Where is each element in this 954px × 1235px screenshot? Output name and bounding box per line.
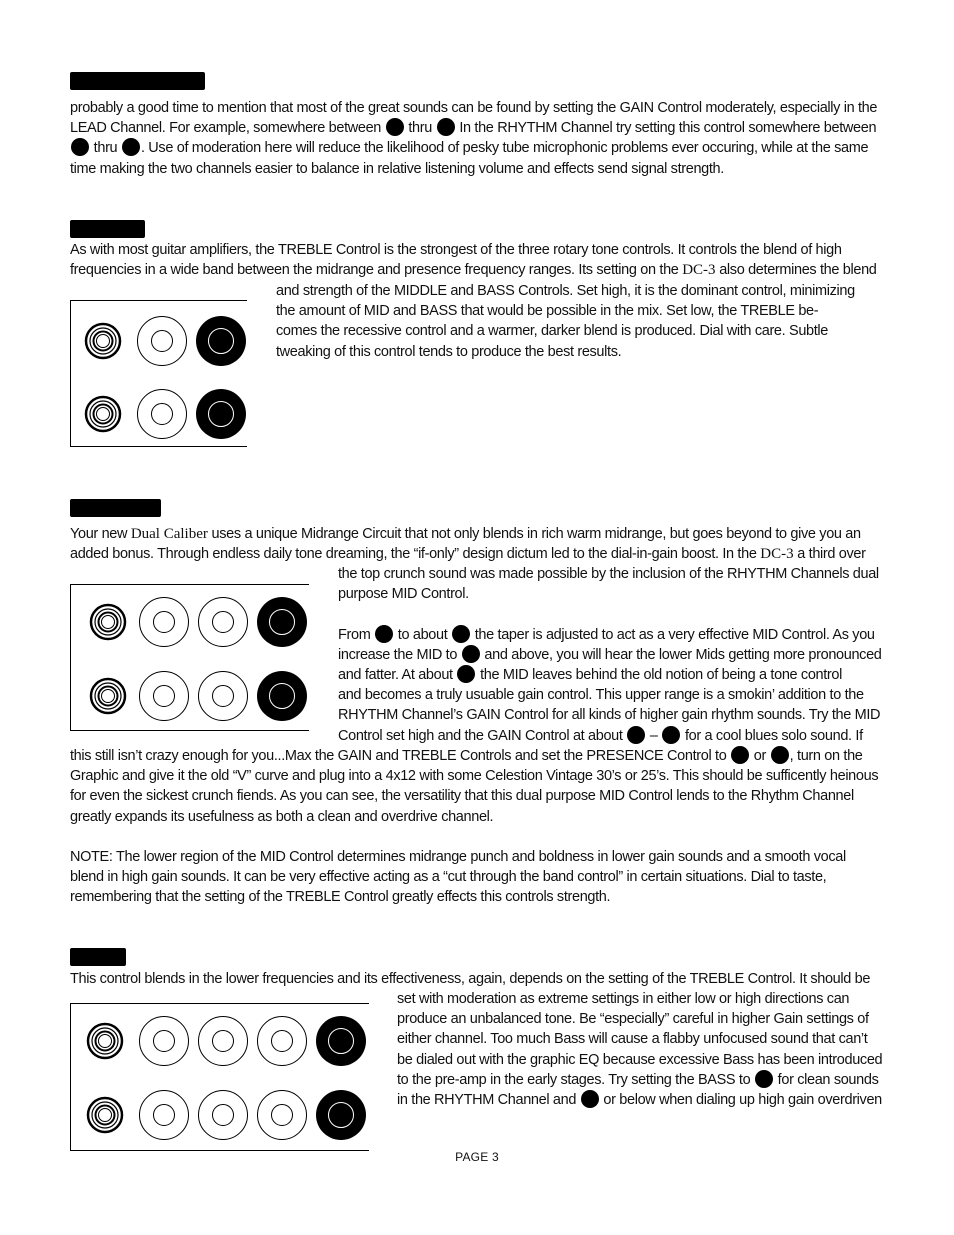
- mid-note-line-2: blend in high gain sounds. It can be very effective acting as a “cut through the band control” in certain situations. Dial to taste,: [70, 869, 827, 886]
- mid-note-line-1: NOTE: The lower region of the MID Control determines midrange punch and boldness in lower gain sounds and a smooth vocal: [70, 849, 846, 865]
- gain-line-3: thru . Use of moderation here will reduce the likelihood of pesky tube microphonic problems ever occuring, while at the same: [70, 138, 884, 158]
- bass-right-line-4: be dialed out with the graphic EQ because excessive Bass has been introduced: [397, 1051, 883, 1068]
- treble-right-line-3: comes the recessive control and a warmer, darker blend is produced. Dial with care. Subtle: [276, 323, 829, 340]
- input-jack-icon: [85, 1095, 125, 1135]
- knob-icon: [198, 1090, 248, 1140]
- knob-setting-dot: [457, 665, 475, 683]
- bass-right-line-5: to the pre-amp in the early stages. Try setting the BASS to for clean sounds: [397, 1071, 879, 1088]
- treble-knob-highlighted-icon: [196, 316, 246, 366]
- mid-section-header-bar: [70, 499, 161, 517]
- mid-line-1: Your new Dual Caliber uses a unique Midrange Circuit that not only blends in rich warm midrange, but goes beyond to give you an: [70, 526, 861, 542]
- mid-right-line-6: and becomes a truly usuable gain control. This upper range is a smokin’ addition to the: [338, 687, 864, 704]
- treble-paragraph: [70, 240, 884, 280]
- knob-setting-dot: [437, 118, 455, 136]
- knob-icon: [139, 1090, 189, 1140]
- knob-icon: [257, 1090, 307, 1140]
- mid-paragraph-continued: [70, 746, 884, 908]
- knob-icon: [139, 597, 189, 647]
- mid-right-line-5: and fatter. At about the MID leaves behind the old notion of being a tone control: [338, 667, 842, 683]
- treble-knob-highlighted-icon: [196, 389, 246, 439]
- mid-line-2: added bonus. Through endless daily tone dreaming, the “if-only” design dictum led to the dial-in-gain boost. In the DC-3 a third over: [70, 546, 866, 563]
- knob-icon: [137, 389, 187, 439]
- knob-setting-dot: [581, 1090, 599, 1108]
- mid-right-line-2: purpose MID Control.: [338, 586, 469, 603]
- knob-setting-dot: [462, 645, 480, 663]
- page-number: PAGE 3: [455, 1150, 499, 1164]
- mid-note-line-3: remembering that the setting of the TREBLE Control greatly effects this controls strength.: [70, 889, 611, 906]
- mid-right-line-1: the top crunch sound was made possible by the inclusion of the RHYTHM Channels dual: [338, 566, 879, 582]
- blank-line: [338, 604, 884, 624]
- mid-knob-highlighted-icon: [257, 597, 307, 647]
- bass-section-header-bar: [70, 948, 126, 966]
- knob-setting-dot: [771, 746, 789, 764]
- input-jack-icon: [85, 1021, 125, 1061]
- mid-right-line-3: From to about the taper is adjusted to act as a very effective MID Control. As you: [338, 626, 875, 643]
- knob-icon: [198, 597, 248, 647]
- gain-paragraph: [70, 98, 884, 179]
- gain-line-2: LEAD Channel. For example, somewhere between thru In the RHYTHM Channel try setting this control somewhere between: [70, 120, 877, 137]
- treble-line-1: As with most guitar amplifiers, the TREBLE Control is the strongest of the three rotary tone controls. It controls the blend of high: [70, 242, 842, 258]
- gain-line-4: time making the two channels easier to balance in relative listening volume and effects send signal strength.: [70, 160, 724, 177]
- knob-icon: [198, 1016, 248, 1066]
- input-jack-icon: [88, 602, 128, 642]
- knob-setting-dot: [386, 118, 404, 136]
- knob-setting-dot: [755, 1070, 773, 1088]
- treble-control-panel-diagram: [70, 300, 247, 447]
- treble-right-line-4: tweaking of this control tends to produce the best results.: [276, 343, 622, 360]
- gain-section-header-bar: [70, 72, 205, 90]
- input-jack-icon: [83, 394, 123, 434]
- mid-knob-highlighted-icon: [257, 671, 307, 721]
- bass-right-line-2: produce an unbalanced tone. Be “especially” careful in higher Gain settings of: [397, 1011, 869, 1028]
- bass-right-line-3: either channel. Too much Bass will cause a flabby unfocused sound that can’t: [397, 1031, 868, 1048]
- knob-icon: [137, 316, 187, 366]
- bass-right-line-1: set with moderation as extreme settings in either low or high directions can: [397, 991, 850, 1007]
- bass-knob-highlighted-icon: [316, 1016, 366, 1066]
- mid-line-11: for even the sickest crunch fiends. As you can see, the versatility that this dual purpose MID Control lends to the Rhythm Channel: [70, 788, 854, 805]
- mid-right-line-7: RHYTHM Channel’s GAIN Control for all kinds of higher gain rhythm sounds. Try the MID: [338, 707, 881, 724]
- bass-line-1: This control blends in the lower frequencies and its effectiveness, again, depends on the setting of the TREBLE Control. It should be: [70, 971, 871, 987]
- input-jack-icon: [83, 321, 123, 361]
- knob-icon: [139, 671, 189, 721]
- knob-setting-dot: [375, 625, 393, 643]
- knob-icon: [257, 1016, 307, 1066]
- knob-setting-dot: [452, 625, 470, 643]
- knob-setting-dot: [627, 726, 645, 744]
- mid-paragraph: [70, 524, 884, 564]
- knob-icon: [198, 671, 248, 721]
- knob-icon: [139, 1016, 189, 1066]
- treble-section-header-bar: [70, 220, 145, 238]
- mid-control-panel-diagram: [70, 584, 309, 731]
- treble-right-line-2: the amount of MID and BASS that would be possible in the mix. Set low, the TREBLE be-: [276, 303, 819, 320]
- blank-line: [70, 827, 884, 847]
- bass-knob-highlighted-icon: [316, 1090, 366, 1140]
- mid-line-9: this still isn’t crazy enough for you...Max the GAIN and TREBLE Controls and set the PRESENCE Control to or , turn on the: [70, 748, 863, 764]
- mid-right-line-8: Control set high and the GAIN Control at about – for a cool blues solo sound. If: [338, 727, 863, 744]
- treble-line-2: frequencies in a wide band between the midrange and presence frequency ranges. Its setting on the DC-3 also determines the blend: [70, 262, 877, 279]
- bass-right-line-6: in the RHYTHM Channel and or below when dialing up high gain overdriven: [397, 1092, 882, 1109]
- treble-right-line-1: and strength of the MIDDLE and BASS Controls. Set high, it is the dominant control, minimizing: [276, 283, 855, 299]
- gain-line-1: probably a good time to mention that most of the great sounds can be found by setting the GAIN Control moderately, especially in the: [70, 100, 878, 116]
- knob-setting-dot: [662, 726, 680, 744]
- bass-paragraph: [70, 969, 884, 989]
- knob-setting-dot: [122, 138, 140, 156]
- treble-paragraph-right: [276, 281, 884, 362]
- mid-paragraph-right: [338, 564, 884, 746]
- input-jack-icon: [88, 676, 128, 716]
- knob-setting-dot: [731, 746, 749, 764]
- bass-paragraph-right: [397, 989, 884, 1110]
- mid-right-line-4: increase the MID to and above, you will hear the lower Mids getting more pronounced: [338, 646, 882, 663]
- mid-line-12: greatly expands its usefulness as both a clean and overdrive channel.: [70, 808, 494, 825]
- bass-control-panel-diagram: [70, 1003, 369, 1151]
- knob-setting-dot: [71, 138, 89, 156]
- mid-line-10: Graphic and give it the old “V” curve and plug into a 4x12 with some Celestion Vintage 30’s or 25’s. This should be sufficently heinous: [70, 768, 879, 785]
